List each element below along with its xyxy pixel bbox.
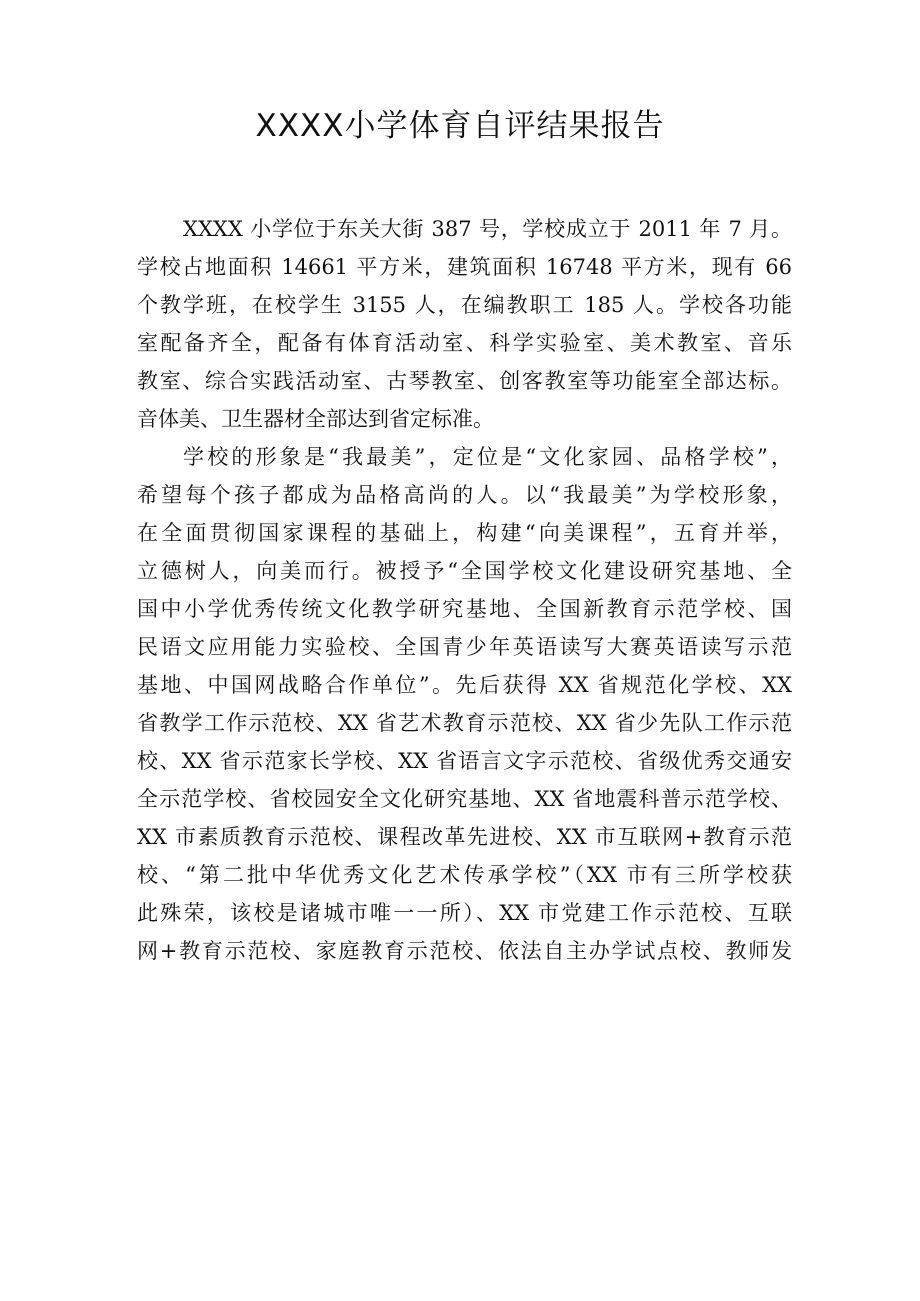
paragraph-line: 校、XX 省示范家长学校、XX 省语言文字示范校、省级优秀交通安 bbox=[137, 749, 792, 773]
paragraph-line: 此殊荣，该校是诸城市唯一一所）、XX 市党建工作示范校、互联 bbox=[137, 901, 792, 925]
document-title: XXXX小学体育自评结果报告 bbox=[255, 108, 665, 144]
paragraph-1 bbox=[137, 210, 792, 438]
paragraph-line: 立德树人，向美而行。被授予“全国学校文化建设研究基地、全 bbox=[137, 559, 792, 583]
paragraph-line: 国中小学优秀传统文化教学研究基地、全国新教育示范学校、国 bbox=[137, 597, 792, 621]
paragraph-line: 希望每个孩子都成为品格高尚的人。以“我最美”为学校形象， bbox=[137, 483, 792, 507]
paragraph-line: XXXX 小学位于东关大街 387 号，学校成立于 2011 年 7 月。 bbox=[183, 217, 792, 241]
paragraph-2 bbox=[137, 438, 792, 970]
paragraph-line: 网+教育示范校、家庭教育示范校、依法自主办学试点校、教师发 bbox=[137, 939, 792, 963]
paragraph-line: 音体美、卫生器材全部达到省定标准。 bbox=[137, 407, 494, 431]
paragraph-line: 省教学工作示范校、XX 省艺术教育示范校、XX 省少先队工作示范 bbox=[137, 711, 792, 735]
paragraph-line: 学校占地面积 14661 平方米，建筑面积 16748 平方米，现有 66 bbox=[137, 255, 792, 279]
paragraph-line: 室配备齐全，配备有体育活动室、科学实验室、美术教室、音乐 bbox=[137, 331, 792, 355]
paragraph-line: 校、“第二批中华优秀文化艺术传承学校”（XX 市有三所学校获 bbox=[137, 863, 792, 887]
paragraph-line: 基地、中国网战略合作单位”。先后获得 XX 省规范化学校、XX bbox=[137, 673, 792, 697]
paragraph-line: 个教学班，在校学生 3155 人，在编教职工 185 人。学校各功能 bbox=[137, 293, 792, 317]
paragraph-line: XX 市素质教育示范校、课程改革先进校、XX 市互联网+教育示范 bbox=[137, 825, 792, 849]
paragraph-line: 民语文应用能力实验校、全国青少年英语读写大赛英语读写示范 bbox=[137, 635, 792, 659]
paragraph-line: 教室、综合实践活动室、古琴教室、创客教室等功能室全部达标。 bbox=[137, 369, 792, 393]
paragraph-line: 在全面贯彻国家课程的基础上，构建“向美课程”，五育并举， bbox=[137, 521, 792, 545]
document-body bbox=[137, 210, 792, 970]
paragraph-line: 全示范学校、省校园安全文化研究基地、XX 省地震科普示范学校、 bbox=[137, 787, 792, 811]
paragraph-line: 学校的形象是“我最美”，定位是“文化家园、品格学校”， bbox=[183, 445, 792, 469]
